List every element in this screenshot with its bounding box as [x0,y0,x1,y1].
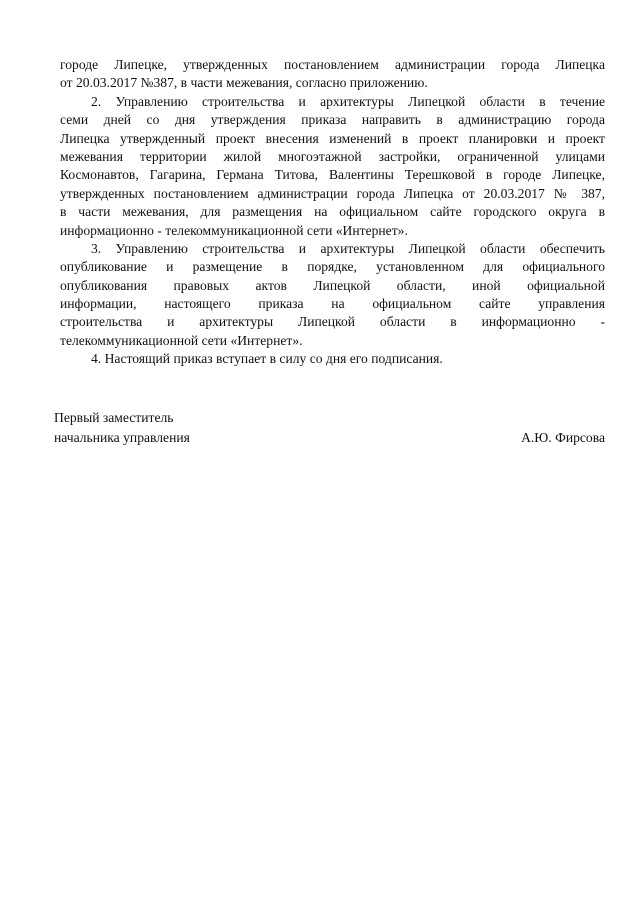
paragraph-3-line: опубликования правовых актов Липецкой области, иной официальной [60,277,605,293]
paragraph-3-line: опубликование и размещение в порядке, установленном для официального [60,259,605,275]
paragraph-2-line: Липецка утвержденный проект внесения изменений в проект планировки и проект [60,130,605,146]
paragraph-2-line: Космонавтов, Гагарина, Германа Титова, Валентины Терешковой в городе Липецке, [60,167,605,183]
paragraph-2-line: информационно - телекоммуникационной сети «Интернет». [60,222,408,238]
paragraph-2-line: 2. Управлению строительства и архитектуры Липецкой области в течение [91,93,605,109]
paragraph-3 [60,240,605,350]
signature-row-2 [54,428,605,448]
paragraph-3-line: информации, настоящего приказа на официальном сайте управления [60,296,605,312]
paragraph-3-line: 3. Управлению строительства и архитектуры Липецкой области обеспечить [91,240,605,256]
paragraph-2-line: межевания территории жилой многоэтажной застройки, ограниченной улицами [60,148,605,164]
paragraph-2-line: утвержденных постановлением администрации города Липецка от 20.03.2017 № 387, [60,185,605,201]
paragraph-1 [60,56,605,93]
paragraph-4 [60,350,605,368]
paragraph-1-line: городе Липецке, утвержденных постановлением администрации города Липецка [60,57,605,72]
signature-name: А.Ю. Фирсова [521,430,605,445]
paragraph-1-line: от 20.03.2017 №387, в части межевания, согласно приложению. [60,75,428,91]
paragraph-3-line: телекоммуникационной сети «Интернет». [60,332,303,348]
document-body [60,56,605,369]
signature-block [54,408,605,448]
signature-row-1 [54,408,605,428]
paragraph-2-line: семи дней со дня утверждения приказа направить в администрацию города [60,112,605,128]
paragraph-2-line: в части межевания, для размещения на официальном сайте городского округа в [60,204,605,220]
paragraph-4-line: 4. Настоящий приказ вступает в силу со дня его подписания. [91,351,443,367]
paragraph-3-line: строительства и архитектуры Липецкой области в информационно - [60,314,605,330]
paragraph-2 [60,93,605,240]
signature-position-line-1: Первый заместитель [54,410,174,425]
signature-position-line-2: начальника управления [54,430,190,445]
